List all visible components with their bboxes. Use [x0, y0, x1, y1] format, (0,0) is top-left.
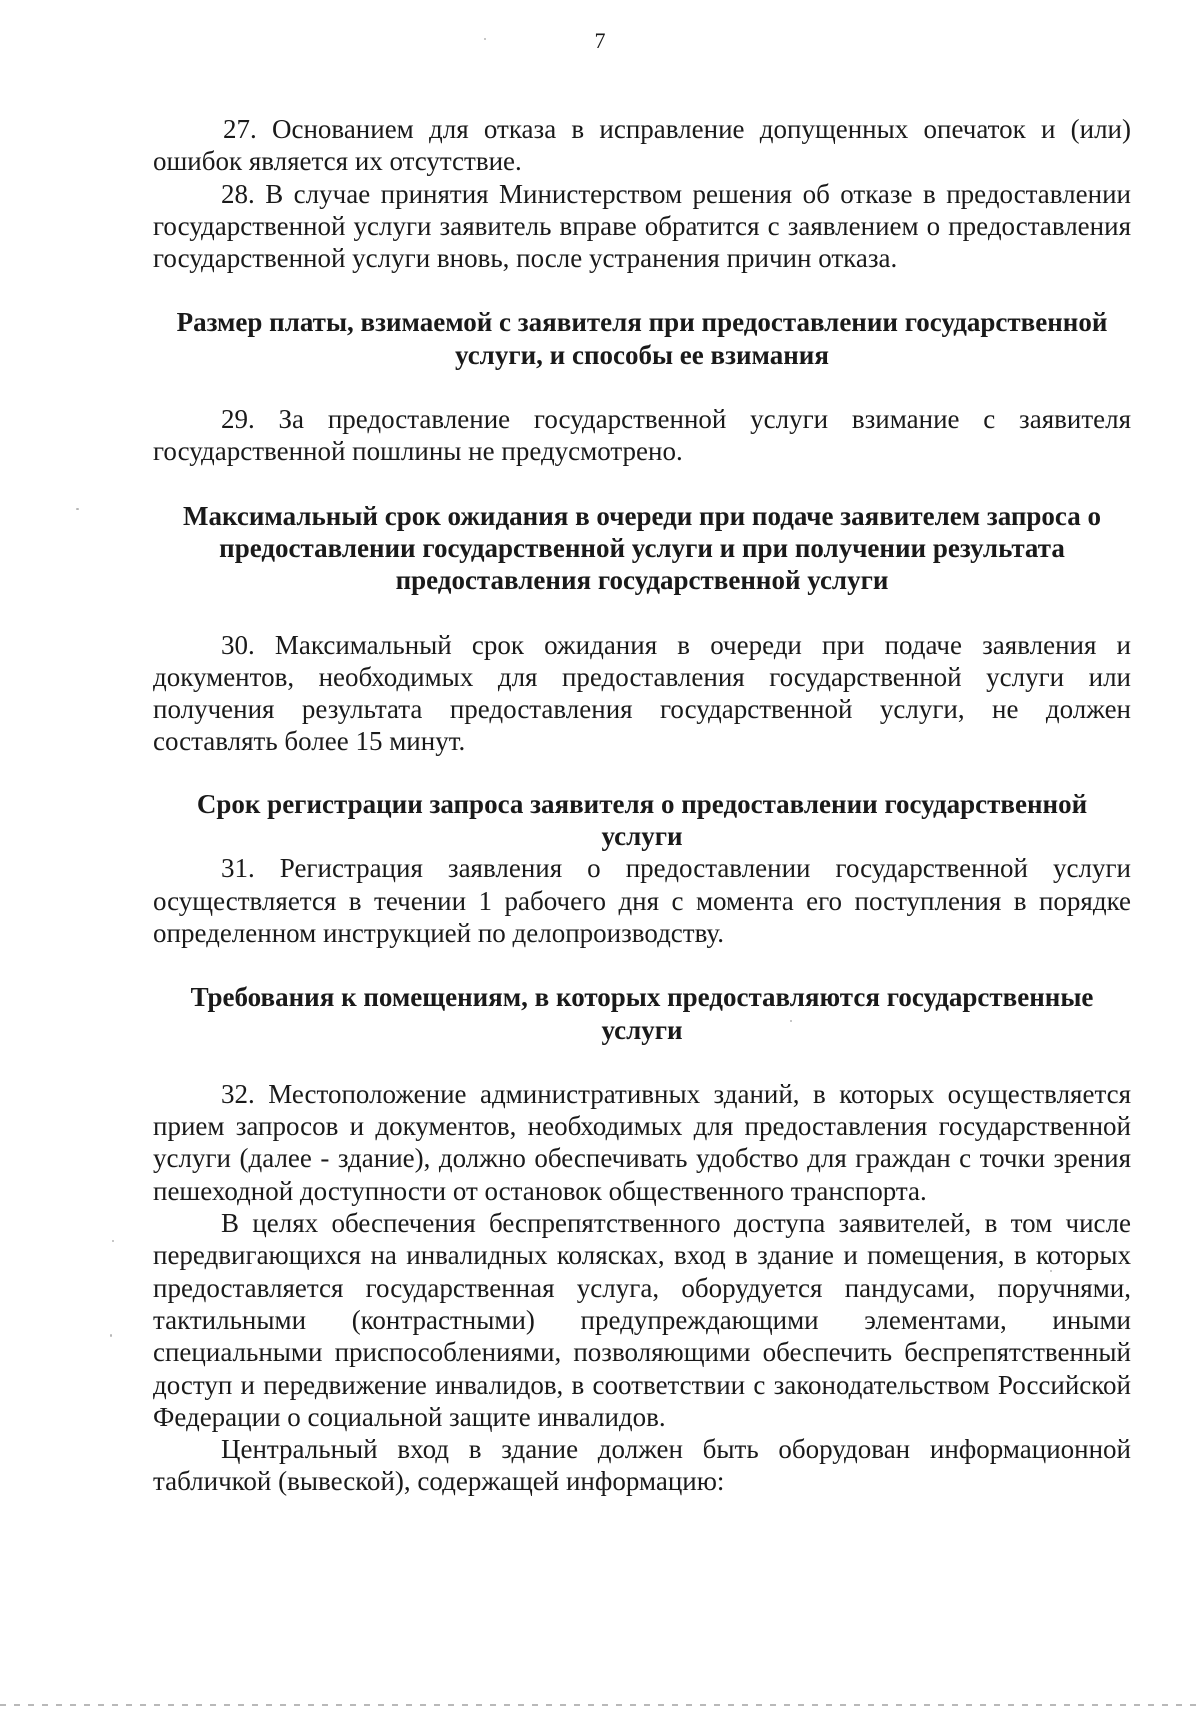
- paragraph-27: 27. Основанием для отказа в исправление допущенных опечаток и (или) ошибок является их отсутствие.: [153, 114, 1131, 177]
- paragraph-accessibility: В целях обеспечения беспрепятственного доступа заявителей, в том числе передвигающихся на инвалидных колясках, вход в здание и помещения, в которых предоставляется государственная услуга, оборудуется пандусами, поручнями, тактильными (контрастными) предупреждающими элементами, иными специальными приспособлениями, позволяющими обеспечить беспрепятственный доступ и передвижение инвалидов, в соответствии с законодательством Российской Федерации о социальной защите инвалидов.: [153, 1208, 1131, 1432]
- page-number: 7: [594, 28, 606, 53]
- section-heading-fee: Размер платы, взимаемой с заявителя при предоставлении государственной услуги, и способы ее взимания: [176, 307, 1108, 370]
- document-body: [153, 113, 1131, 1498]
- paragraph-31: 31. Регистрация заявления о предоставлении государственной услуги осуществляется в течении 1 рабочего дня с момента его поступления в порядке определенном инструкцией по делопроизводству.: [153, 853, 1131, 948]
- paragraph-32: 32. Местоположение административных зданий, в которых осуществляется прием запросов и документов, необходимых для предоставления государственной услуги (далее - здание), должно обеспечивать удобство для граждан с точки зрения пешеходной доступности от остановок общественного транспорта.: [153, 1078, 1131, 1206]
- paragraph-28: 28. В случае принятия Министерством решения об отказе в предоставлении государственной услуги заявитель вправе обратится с заявлением о предоставления государственной услуги вновь, после устранения причин отказа.: [153, 178, 1131, 274]
- scan-edge-line: [0, 1704, 1200, 1706]
- paragraph-30: 30. Максимальный срок ожидания в очереди при подаче заявления и документов, необходимых для предоставления государственной услуги или получения результата предоставления государственной услуги, не должен составлять более 15 минут.: [153, 629, 1131, 757]
- section-heading-registration: Срок регистрации запроса заявителя о предоставлении государственной услуги: [196, 788, 1088, 852]
- paragraph-29: 29. За предоставление государственной услуги взимание с заявителя государственной пошлины не предусмотрено.: [153, 404, 1131, 467]
- paragraph-central-entrance: Центральный вход в здание должен быть оборудован информационной табличкой (вывеской), содержащей информацию:: [153, 1434, 1131, 1497]
- section-heading-premises: Требования к помещениям, в которых предоставляются государственные услуги: [190, 982, 1094, 1045]
- section-heading-queue-time: Максимальный срок ожидания в очереди при подаче заявителем запроса о предоставлении государственной услуги и при получении результата предоставления государственной услуги: [182, 500, 1101, 596]
